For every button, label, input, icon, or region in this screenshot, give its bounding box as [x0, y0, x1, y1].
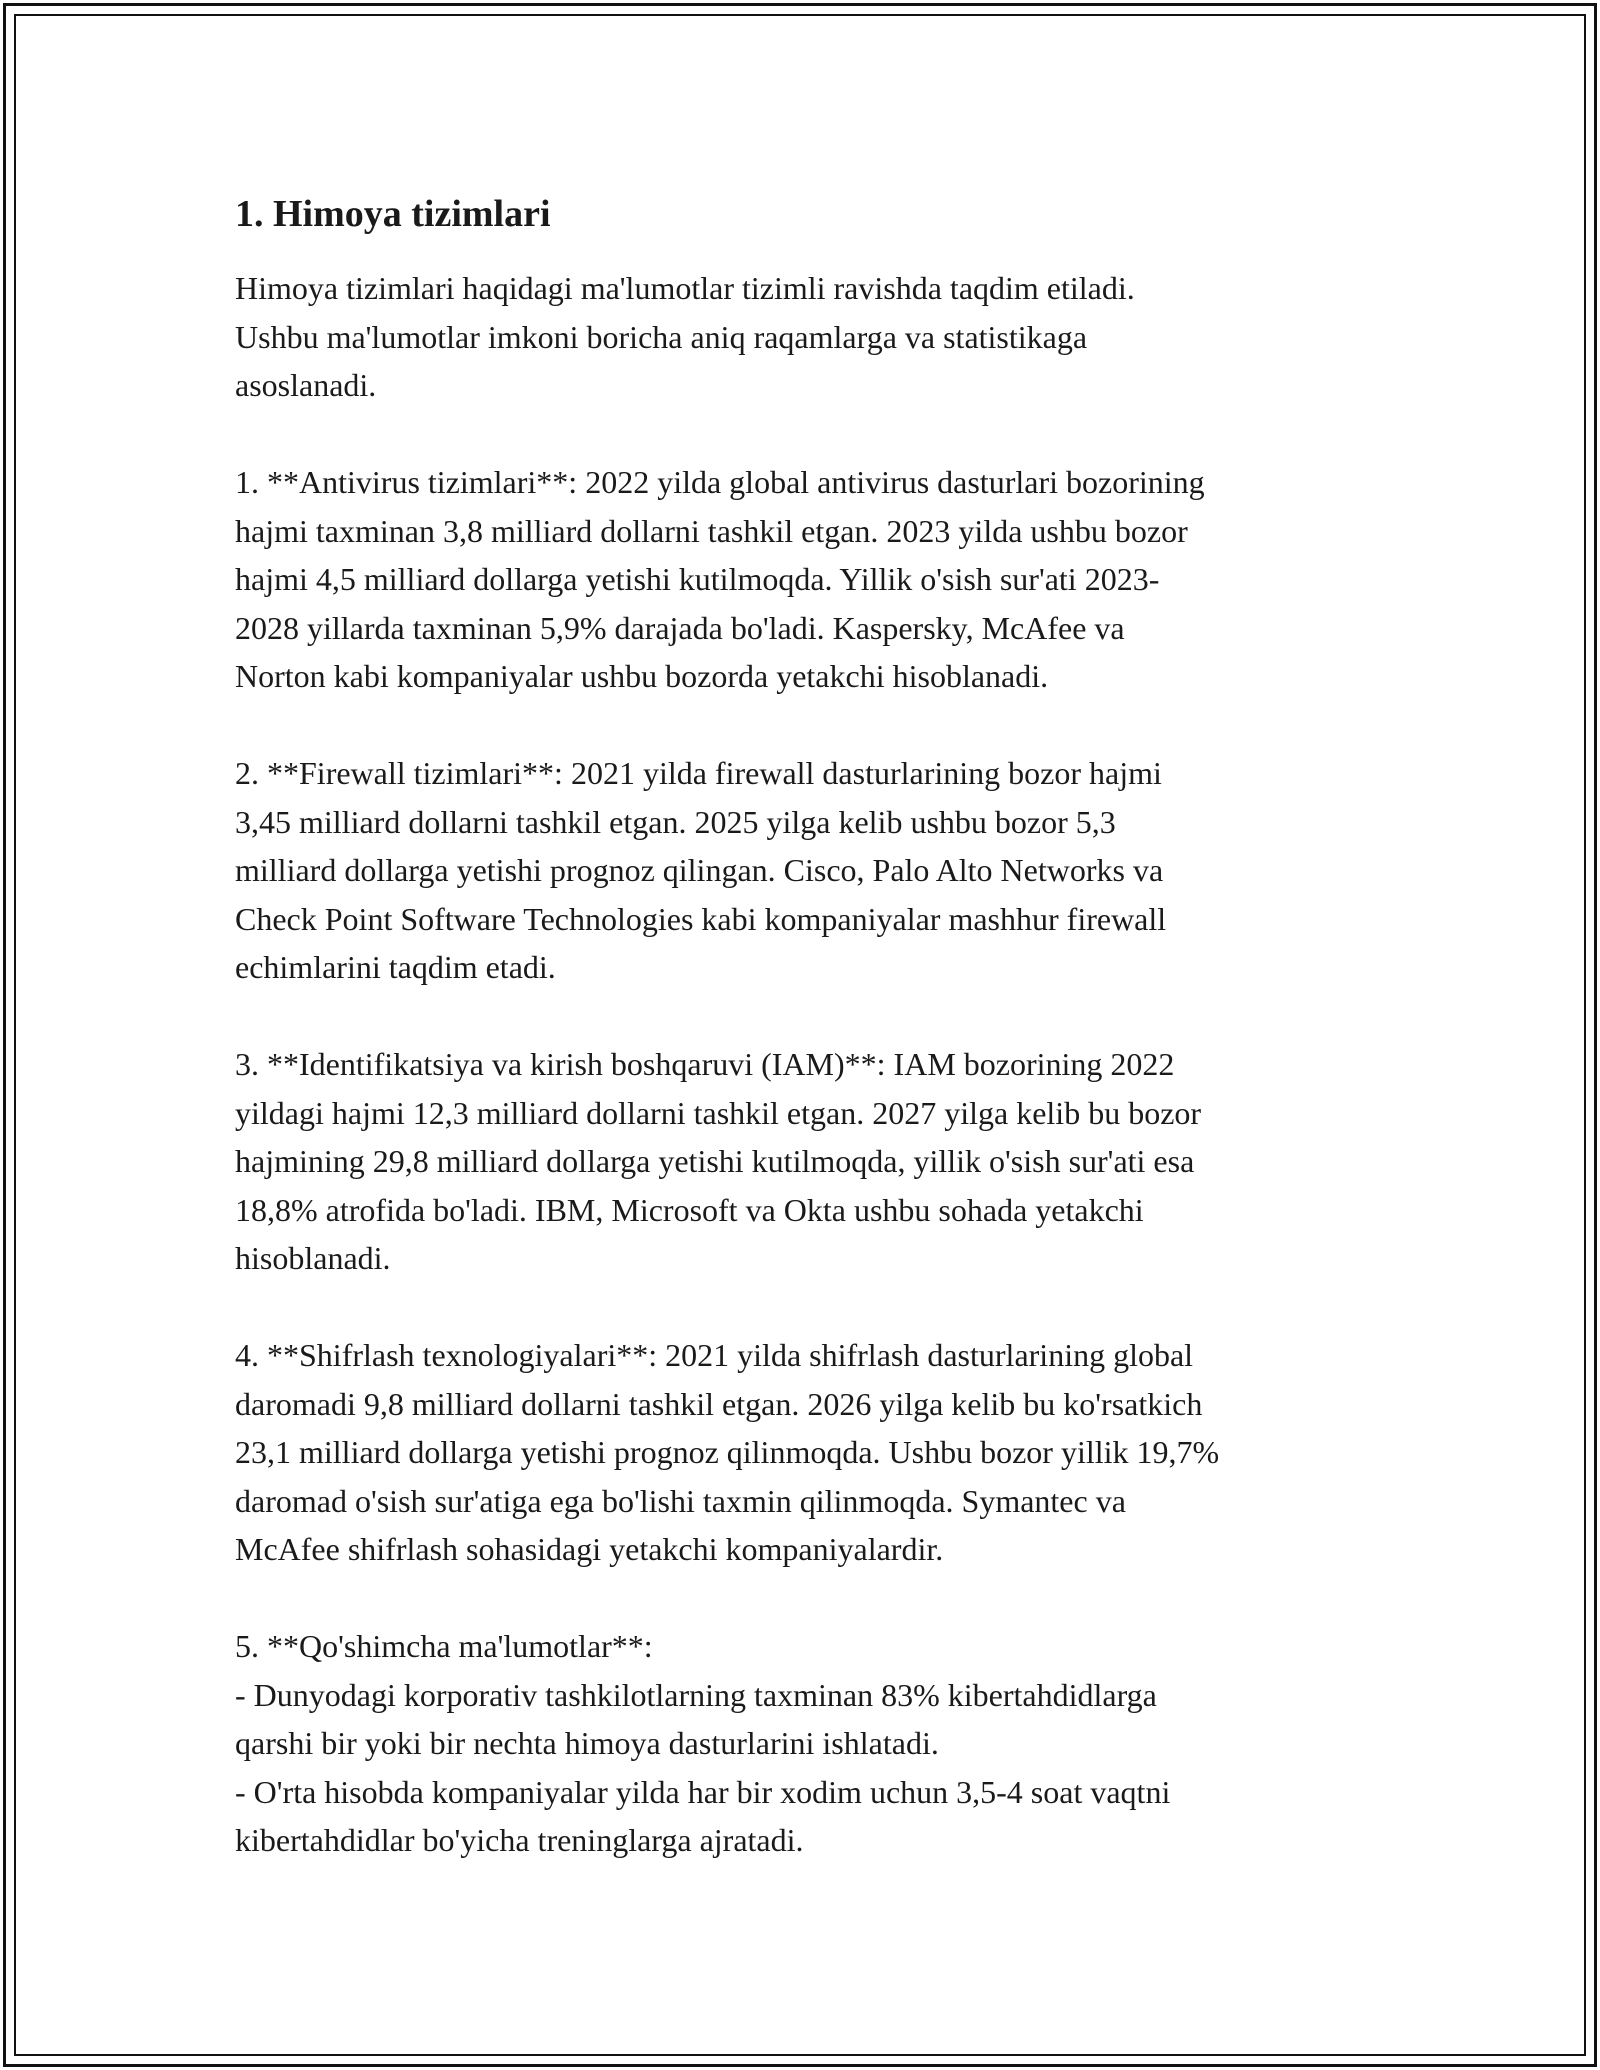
additional-info-bullet: - O'rta hisobda kompaniyalar yilda har bir xodim uchun 3,5-4 soat vaqtni kibertahdidlar bo'yicha treninglarga ajratadi.	[235, 1773, 1171, 1858]
additional-info-bullet: - Dunyodagi korporativ tashkilotlarning taxminan 83% kibertahdidlarga qarshi bir yoki bir nechta himoya dasturlarini ishlatadi.	[235, 1676, 1157, 1761]
item-firewall: 2. **Firewall tizimlari**: 2021 yilda firewall dasturlarining bozor hajmi 3,45 milliard dollarni tashkil etgan. 2025 yilga kelib ushbu bozor 5,3 milliard dollarga yetishi prognoz qilingan. Cisco, Palo Alto Networks va Check Point Software Technologies kabi kompaniyalar mashhur firewall echimlarini taqdim etadi.	[235, 755, 1167, 985]
additional-info-title: 5. **Qo'shimcha ma'lumotlar**:	[235, 1628, 653, 1664]
item-additional-info	[235, 1622, 1375, 1865]
item-antivirus: 1. **Antivirus tizimlari**: 2022 yilda global antivirus dasturlari bozorining hajmi taxminan 3,8 milliard dollarni tashkil etgan. 2023 yilda ushbu bozor hajmi 4,5 milliard dollarga yetishi kutilmoqda. Yillik o'sish sur'ati 2023- 2028 yillarda taxminan 5,9% darajada bo'ladi. Kaspersky, McAfee va Norton kabi kompaniyalar ushbu bozorda yetakchi hisoblanadi.	[235, 464, 1205, 694]
section-heading: 1. Himoya tizimlari	[235, 193, 551, 235]
intro-paragraph: Himoya tizimlari haqidagi ma'lumotlar tizimli ravishda taqdim etiladi. Ushbu ma'lumotlar imkoni boricha aniq raqamlarga va statistikaga asoslanadi.	[235, 270, 1135, 403]
item-encryption: 4. **Shifrlash texnologiyalari**: 2021 yilda shifrlash dasturlarining global daromadi 9,8 milliard dollarni tashkil etgan. 2026 yilga kelib bu ko'rsatkich 23,1 milliard dollarga yetishi prognoz qilinmoqda. Ushbu bozor yillik 19,7% daromad o'sish sur'atiga ega bo'lishi taxmin qilinmoqda. Symantec va McAfee shifrlash sohasidagi yetakchi kompaniyalardir.	[235, 1337, 1220, 1567]
item-iam: 3. **Identifikatsiya va kirish boshqaruvi (IAM)**: IAM bozorining 2022 yildagi hajmi 12,3 milliard dollarni tashkil etgan. 2027 yilga kelib bu bozor hajmining 29,8 milliard dollarga yetishi kutilmoqda, yillik o'sish sur'ati esa 18,8% atrofida bo'ladi. IBM, Microsoft va Okta ushbu sohada yetakchi hisoblanadi.	[235, 1046, 1202, 1276]
document-body	[235, 186, 1375, 1865]
